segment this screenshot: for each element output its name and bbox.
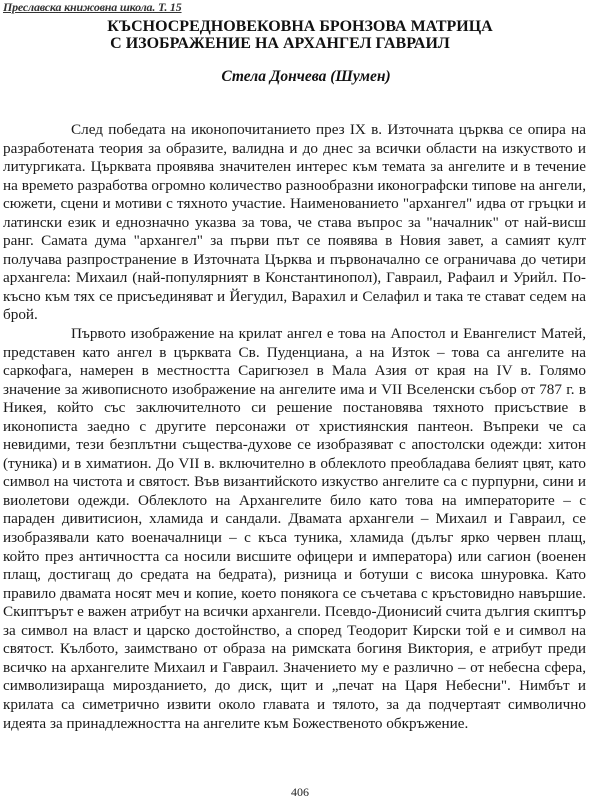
title-line-2: С ИЗОБРАЖЕНИЕ НА АРХАНГЕЛ ГАВРАИЛ (110, 35, 450, 52)
title-line-1: КЪСНОСРЕДНОВЕКОВНА БРОНЗОВА МАТРИЦА (107, 18, 493, 35)
author-byline: Стела Дончева (Шумен) (221, 68, 391, 85)
paragraph: Първото изображение на крилат ангел е това на Апостол и Евангелист Матей, представен като ангел в църквата Св. Пуденциана, а на Изток – това са ангелите на саркофага, намерен в местността Саригюзел в Мала Азия от края на IV в. Голямо значение за живописното изображение на ангелите има и VII Вселенски събор от 787 г. в Никея, който със заключителното си решение постановява тяхното присъствие в иконописта заедно с другите персонажи от християнския пантеон. Въпреки че са невидими, тези безплътни същества-духове се изобразяват с апостолски одежди: хитон (туника) и в химатион. До VII в. включително в облеклото преобладава белият цвят, като символ на чистота и святост. Във византийското изкуство ангелите са с пурпурни, сини и виолетови одежди. Облеклото на Архангелите било като това на императорите – с параден дивитисион, хламида и сандали. Двамата архангели – Михаил и Гавраил, се изобразявали като военачалници – с къса туника, хламида (дълъг ярко червен плащ, който през античността са носили висшите офицери и императора) или сагион (военен плащ, достигащ до средата на бедрата), ризница и ботуши с висока шнуровка. Като правило двамата носят меч и копие, което понякога се съчетава с кръстовидно навършие. Скиптърът е важен атрибут на всички архангели. Псевдо-Дионисий счита дългия скиптър за символ на власт и царско достойнство, а според Теодорит Кирски той е и символ на святост. Кълбото, заимствано от образа на римската богиня Виктория, е атрибут преди всичко на архангелите Михаил и Гавраил. Значението му е различно – от небесна сфера, символизираща мирозданието, до диск, щит и „печат на Царя Небесни". Нимбът и крилата са симетрично извити около главата и тялото, за да подчертаят символично идеята за принадлежността на ангелите към Божественото обкръжение. (3, 325, 586, 732)
running-head: Преславска книжовна школа. Т. 15 (3, 0, 182, 14)
paragraph: След победата на иконопочитанието през IX в. Източната църква се опира на разработената теория за образите, валидна и до днес за всички области на изкуството и литургиката. Църквата проявява значителен интерес към темата за ангелите и в течение на времето разработва огромно количество разнообразни иконографски типове на ангели, сюжети, сцени и мотиви с тяхното участие. Наименованието "архангел" идва от гръцки и латински език и еднозначно указва за това, че става въпрос за "началник" от най-висш ранг. Самата дума "архангел" за първи път се появява в Новия завет, а самият култ получава разпространение в Източната Църква и първоначално се ограничава до четири архангела: Михаил (най-популярният в Константинопол), Гавраил, Рафаил и Урийл. По-късно към тях се присъединяват и Йегудил, Варахил и Селафил и така те стават седем на брой. (3, 121, 586, 324)
article-title (0, 18, 600, 52)
page-number: 406 (291, 785, 309, 799)
article-body (3, 121, 586, 733)
